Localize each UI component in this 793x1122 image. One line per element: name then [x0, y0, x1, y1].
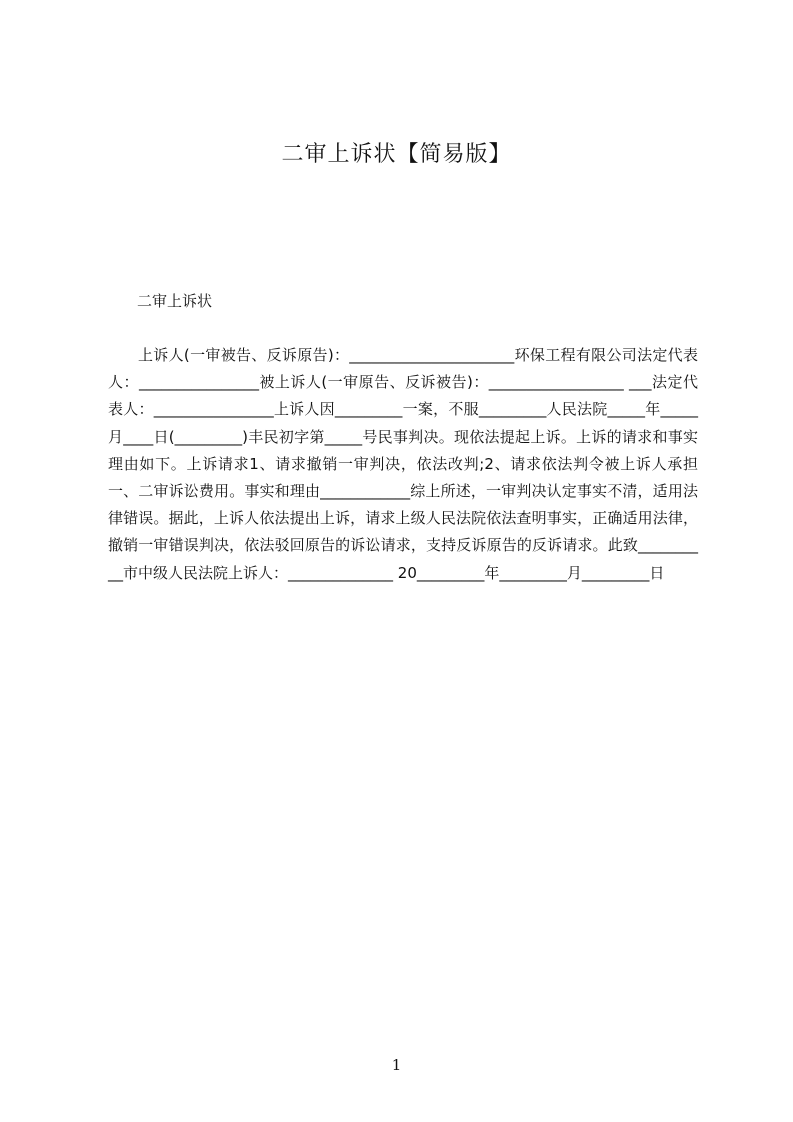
page-number: 1: [391, 1056, 402, 1074]
document-subtitle: 二审上诉状: [137, 292, 213, 310]
document-body: 上诉人(一审被告、反诉原告)：______________________环保工程有限公司法定代表人：________________被上诉人(一审原告、反诉被告)：__________________ ___法定代表人：________________上诉人因_________一案，不服_________人民法院_____年_____月____日(_________)丰民初字第_____号民事判决。现依法提起上诉。上诉的请求和事实理由如下。上诉请求1、请求撤销一审判决，依法改判;2、请求依法判令被上诉人承担一、二审诉讼费用。事实和理由____________综上所述，一审判决认定事实不清，适用法律错误。据此，上诉人依法提出上诉，请求上级人民法院依法查明事实，正确适用法律，撤销一审错误判决，依法驳回原告的诉讼请求，支持反诉原告的反诉请求。此致__________市中级人民法院上诉人：______________ 20_________年_________月_________日: [108, 346, 698, 582]
document-title: 二审上诉状【简易版】: [281, 142, 512, 167]
